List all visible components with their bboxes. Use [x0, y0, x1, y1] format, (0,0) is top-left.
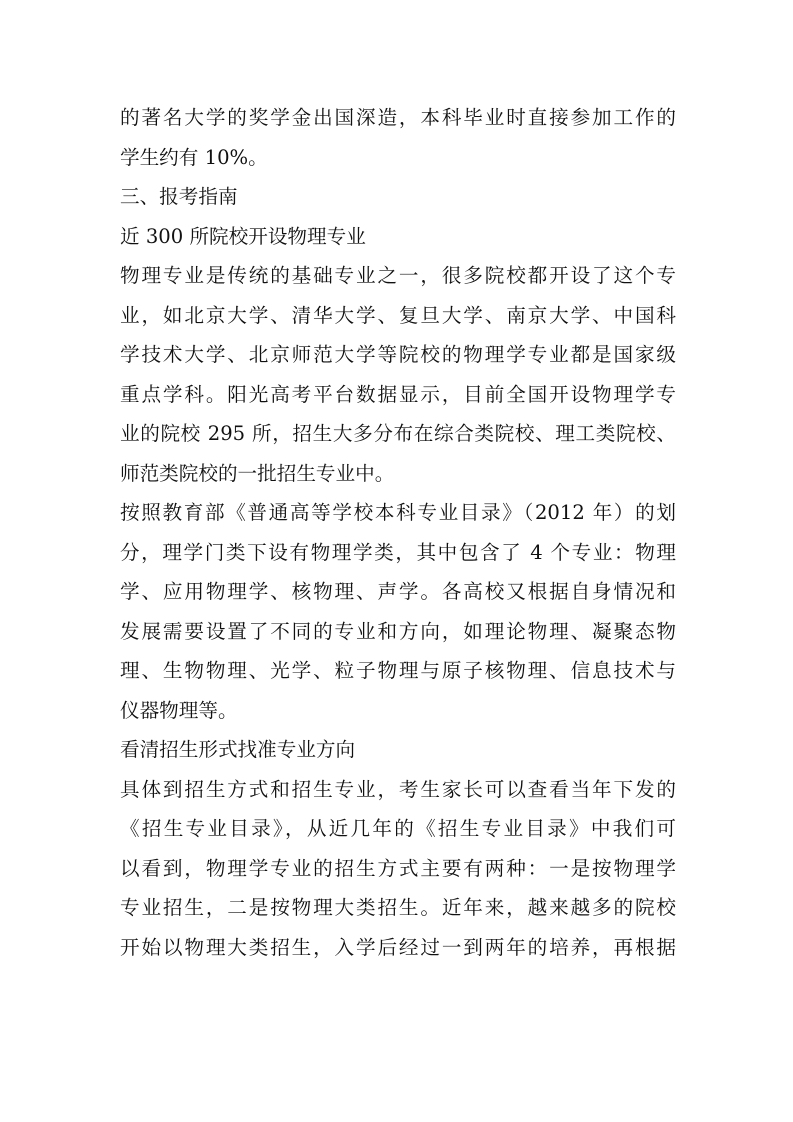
section-heading: 三、报考指南 [120, 185, 238, 208]
text-line-14: 发展需要设置了不同的专业和方向，如理论物理、凝聚态物 [120, 619, 676, 643]
text-line-10: 师范类院校的一批招生专业中。 [120, 461, 395, 485]
text-line-1: 的著名大学的奖学金出国深造，本科毕业时直接参加工作的 [120, 106, 676, 129]
text-line-7: 学技术大学、北京师范大学等院校的物理学专业都是国家级 [120, 343, 676, 366]
text-line-21: 专业招生，二是按物理大类招生。近年来，越来越多的院校 [120, 896, 676, 919]
text-line-15: 理、生物物理、光学、粒子物理与原子核物理、信息技术与 [120, 659, 676, 682]
text-line-11: 按照教育部《普通高等学校本科专业目录》（2012 年）的划 [120, 501, 676, 524]
text-line-13: 学、应用物理学、核物理、声学。各高校又根据自身情况和 [120, 580, 676, 603]
text-line-2: 学生约有 10%。 [120, 145, 268, 169]
text-line-5: 物理专业是传统的基础专业之一，很多院校都开设了这个专 [120, 264, 676, 287]
text-line-12: 分，理学门类下设有物理学类，其中包含了 4 个专业：物理 [120, 540, 676, 564]
document-page [120, 98, 676, 967]
text-line-6: 业，如北京大学、清华大学、复旦大学、南京大学、中国科 [120, 303, 676, 327]
subheading-1: 近 300 所院校开设物理专业 [120, 224, 366, 248]
text-line-19: 《招生专业目录》，从近几年的《招生专业目录》中我们可 [120, 817, 676, 840]
text-line-9: 业的院校 295 所，招生大多分布在综合类院校、理工类院校、 [120, 422, 676, 445]
text-line-22: 开始以物理大类招生，入学后经过一到两年的培养，再根据 [120, 935, 676, 959]
text-line-8: 重点学科。阳光高考平台数据显示，目前全国开设物理学专 [120, 382, 676, 406]
subheading-2: 看清招生形式找准专业方向 [120, 738, 356, 761]
text-line-20: 以看到，物理学专业的招生方式主要有两种：一是按物理学 [120, 856, 676, 880]
text-line-16: 仪器物理等。 [120, 698, 238, 722]
text-line-18: 具体到招生方式和招生专业，考生家长可以查看当年下发的 [120, 777, 676, 801]
